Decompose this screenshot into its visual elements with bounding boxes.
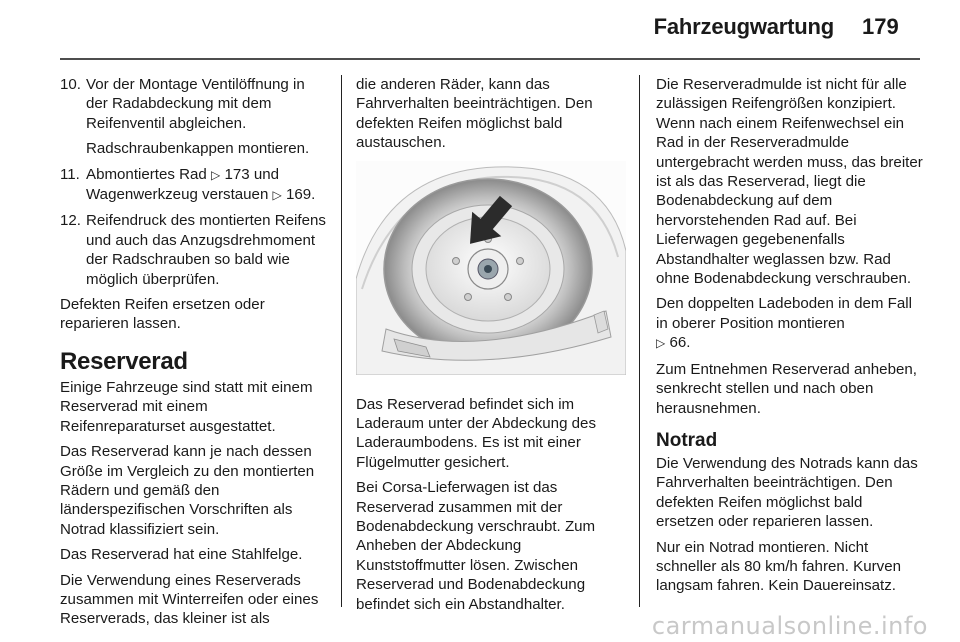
step-number: 10. [60, 76, 81, 93]
paragraph: Das Reserverad kann je nach dessen Größe im Vergleich zu den montierten Rädern und gemäß den länderspezifischen Vorschriften als Notrad klassifiziert sein. [60, 443, 315, 538]
paragraph: Die Verwendung des Notrads kann das Fahrverhalten beeinträchtigen. Den defekten Reifen möglichst bald ersetzen oder reparieren lassen. [656, 454, 918, 531]
step-continuation: Radschraubenkappen montieren. [86, 140, 310, 158]
spare-wheel-illustration-svg [356, 161, 626, 375]
page-reference[interactable]: 169. [285, 186, 316, 204]
paragraph: Die Reserveradmulde ist nicht für alle zulässigen Reifengrößen konzipiert. Wenn nach einem Reifenwechsel ein Rad in der Reserveradmulde untergebracht werden muss, das breiter ist als das Reserverad, liegt die Bodenabdeckung auf dem hervorstehenden Rad auf. Bei Lieferwagen gegebenenfalls Abstandhalter weglassen bzw. Rad ohne Bodenabdeckung verschrauben. [656, 76, 923, 288]
page-reference-arrow-icon: ▷ [272, 188, 282, 203]
page-reference-arrow-icon: ▷ [211, 167, 221, 182]
paragraph: Zum Entnehmen Reserverad anheben, senkrecht stellen und nach oben herausnehmen. [656, 360, 917, 417]
step-12 [60, 211, 328, 289]
step-text: Vor der Montage Ventilöffnung in der Radabdeckung mit dem Reifenventil abgleichen. [86, 76, 305, 132]
column-right [656, 75, 924, 602]
section-heading-reserverad: Reserverad [60, 347, 188, 375]
paragraph: Das Reserverad befindet sich im Laderaum unter der Abdeckung des Laderaumbodens. Es ist mit einer Flügelmutter gesichert. [356, 395, 596, 471]
step-number: 12. [60, 212, 81, 230]
paragraph [656, 294, 924, 353]
step-10 [60, 75, 328, 159]
page-reference[interactable]: 66. [669, 334, 691, 352]
watermark: carmanualsonline.info [651, 612, 928, 640]
step-text: Abmontiertes Rad [86, 165, 207, 183]
paragraph: Defekten Reifen ersetzen oder reparieren lassen. [60, 296, 265, 333]
column-divider-left [341, 75, 342, 607]
paragraph: Die Verwendung eines Reserverads zusammen mit Winterreifen oder eines Reserverads, das kleiner ist als [60, 571, 319, 628]
paragraph: die anderen Räder, kann das Fahrverhalten beeinträchtigen. Den defekten Reifen möglichst bald austauschen. [356, 76, 593, 152]
column-divider-right [639, 75, 640, 607]
header-rule [60, 58, 920, 60]
steps-list [60, 75, 328, 289]
page-reference-arrow-icon: ▷ [656, 336, 666, 351]
column-left [60, 75, 328, 635]
paragraph: Einige Fahrzeuge sind statt mit einem Reserverad mit einem Reifenreparaturset ausgestattet. [60, 378, 313, 435]
paragraph: Bei Corsa-Lieferwagen ist das Reserverad zusammen mit der Bodenabdeckung verschraubt. Zum Anheben der Abdeckung Kunststoffmutter lösen. Zwischen Reserverad und Bodenabdeckung befindet sich ein Abstandhalter. [356, 479, 596, 613]
page-reference[interactable]: 173 [224, 165, 250, 183]
step-11 [60, 165, 328, 206]
step-text: Reifendruck des montierten Reifens und auch das Anzugsdrehmoment der Radschrauben so bald wie möglich überprüfen. [86, 212, 326, 288]
page-number: 179 [862, 14, 899, 39]
step-text: und Wagenwerkzeug verstauen [86, 165, 280, 204]
spare-wheel-in-trunk-illustration [356, 161, 626, 375]
column-middle [356, 75, 626, 620]
step-number: 11. [60, 165, 80, 183]
paragraph: Nur ein Notrad montieren. Nicht schneller als 80 km/h fahren. Kurven langsam fahren. Kein Dauereinsatz. [656, 538, 901, 595]
paragraph-text: Den doppelten Ladeboden in dem Fall in oberer Position montieren [656, 295, 912, 332]
section-heading-notrad: Notrad [656, 429, 718, 451]
paragraph: Das Reserverad hat eine Stahlfelge. [60, 546, 303, 564]
header-title: Fahrzeugwartung [653, 14, 834, 39]
